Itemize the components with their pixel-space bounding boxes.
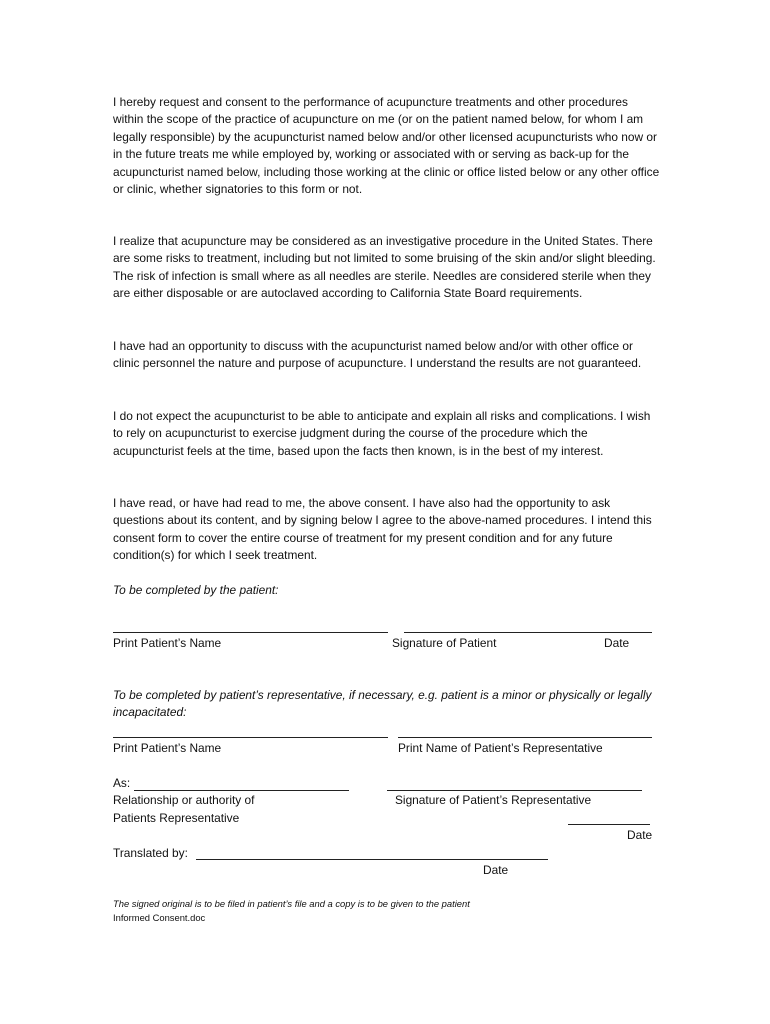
rep-date-label: Date xyxy=(627,828,653,842)
consent-paragraph-1: I hereby request and consent to the performance of acupuncture treatments and other procedures within the scope of the practice of acupuncture on me (or on the patient named below, for whom I am legally responsible) by the acupuncturist named below and/or other licensed acupuncturists who now or in the future treats me while employed by, working or associated with or serving as back-up for the acupuncturist named below, including those working at the clinic or office listed below or any other office or clinic, whether signatories to this form or not. xyxy=(113,95,660,197)
print-name-of-representative-label: Print Name of Patient’s Representative xyxy=(398,741,603,755)
relationship-label-line2: Patients Representative xyxy=(113,811,240,825)
patient-date-label: Date xyxy=(604,636,630,650)
translated-by-line[interactable] xyxy=(196,859,548,860)
discussion-paragraph: I have had an opportunity to discuss with the acupuncturist named below and/or with other office or clinic personnel the nature and purpose of acupuncture. I understand the results are not guaranteed. xyxy=(113,339,642,371)
signature-of-patient-label: Signature of Patient xyxy=(392,636,497,650)
rep-patient-name-line[interactable] xyxy=(113,737,388,738)
patient-name-line[interactable] xyxy=(113,632,388,633)
risks-paragraph: I realize that acupuncture may be considered as an investigative procedure in the United States. There are some risks to treatment, including but not limited to some bruising of the skin and/or slight bleeding. The risk of infection is small where as all needles are sterile. Needles are considered sterile when they are either disposable or are autoclaved according to California State Board requirements. xyxy=(113,234,656,301)
acknowledgement-paragraph: I have read, or have had read to me, the above consent. I have also had the opportunity to ask questions about its content, and by signing below I agree to the above-named procedures. I intend this consent form to cover the entire course of treatment for my present condition and for any future condition(s) for which I seek treatment. xyxy=(113,496,652,563)
footer-note: The signed original is to be filed in patient’s file and a copy is to be given to the patient xyxy=(113,898,470,909)
translated-by-label: Translated by: xyxy=(113,846,188,860)
print-patient-name-label: Print Patient’s Name xyxy=(113,636,222,650)
judgment-paragraph: I do not expect the acupuncturist to be able to anticipate and explain all risks and complications. I wish to rely on acupuncturist to exercise judgment during the course of the procedure which the acupuncturist feels at the time, based upon the facts then known, is in the best of my interest. xyxy=(113,409,651,458)
signature-of-representative-label: Signature of Patient’s Representative xyxy=(395,793,592,807)
rep-name-line[interactable] xyxy=(398,737,652,738)
patient-signature-line[interactable] xyxy=(404,632,652,633)
relationship-label-line1: Relationship or authority of xyxy=(113,793,255,807)
translated-date-label: Date xyxy=(483,863,509,877)
rep-print-patient-name-label: Print Patient’s Name xyxy=(113,741,222,755)
patient-section-heading: To be completed by the patient: xyxy=(113,583,279,597)
rep-signature-line[interactable] xyxy=(387,790,642,791)
representative-section-heading: To be completed by patient’s representative, if necessary, e.g. patient is a minor or physically or legally incapacitated: xyxy=(113,688,652,720)
relationship-line[interactable] xyxy=(134,790,349,791)
document-filename: Informed Consent.doc xyxy=(113,912,206,923)
as-label: As: xyxy=(113,776,131,790)
rep-date-line[interactable] xyxy=(568,824,650,825)
